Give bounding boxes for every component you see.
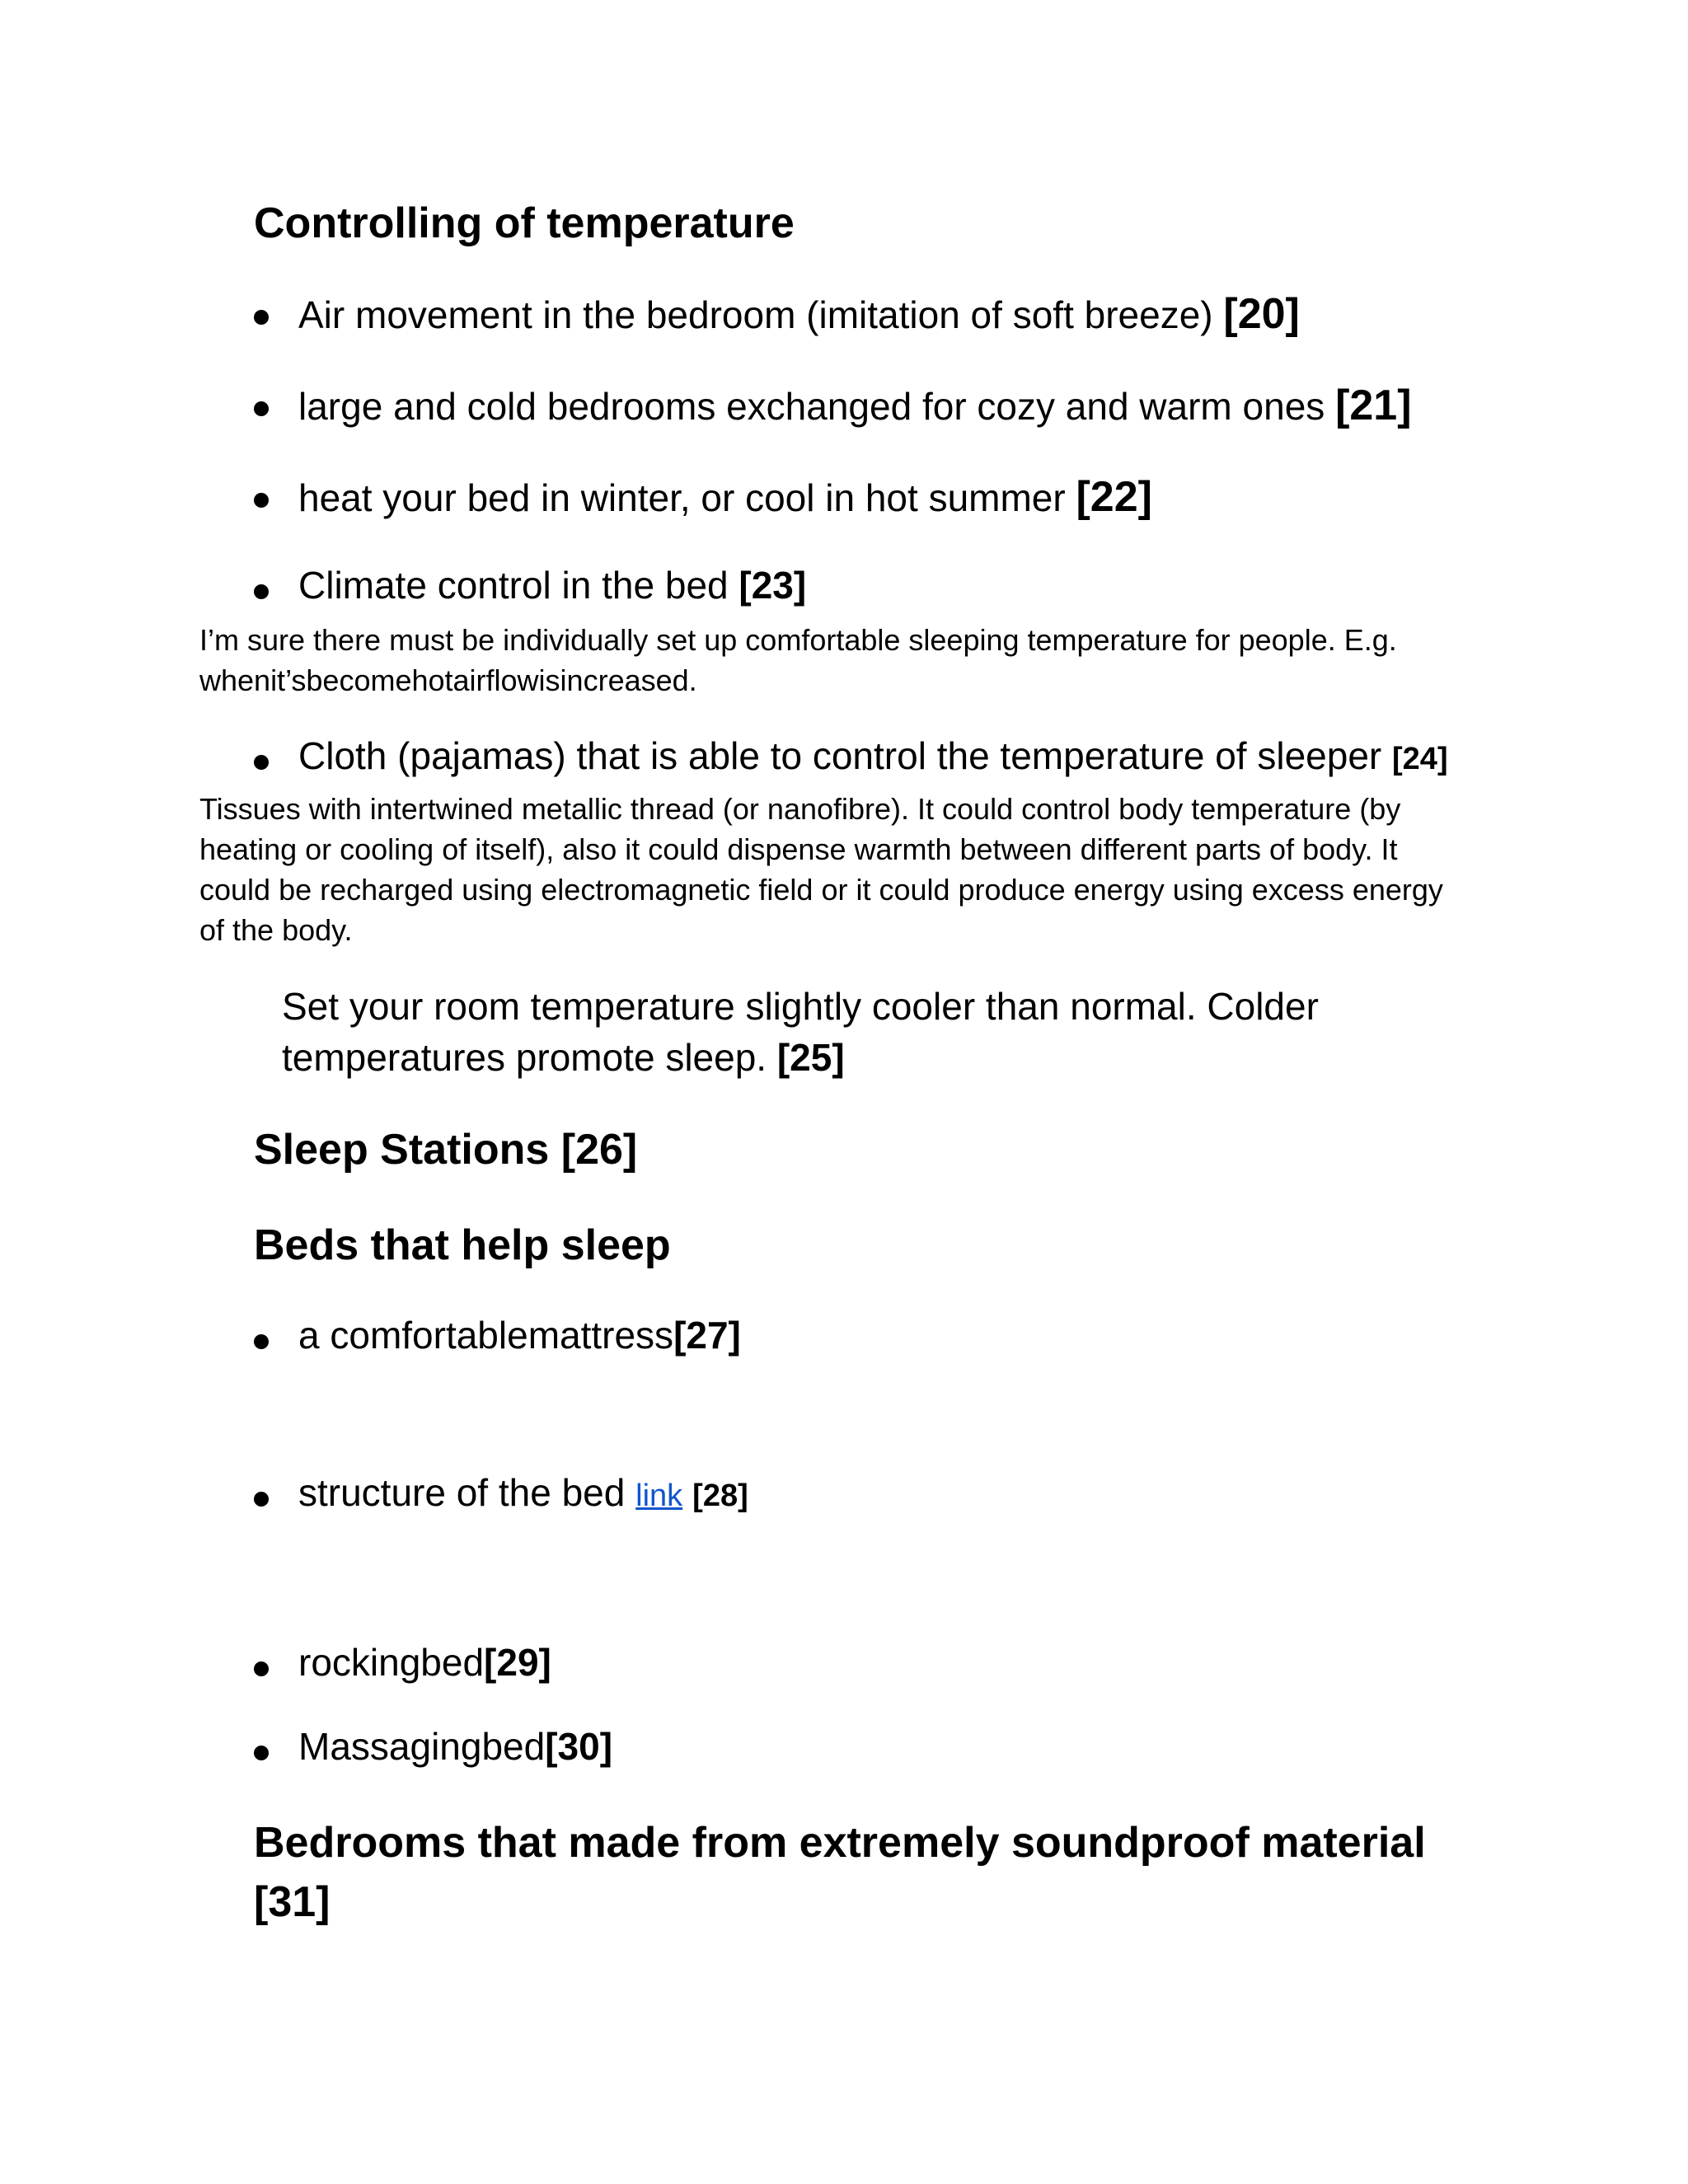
note-line: Tissues with intertwined metallic thread (or nanofibre). It could control body temperature (by [199,792,1401,826]
reference-marker: [27] [673,1314,741,1357]
list-item-text: Massagingbed [298,1725,546,1768]
heading-line: Bedrooms that made from extremely soundproof material [254,1819,1426,1867]
list-item [254,288,1300,340]
note-paragraph [199,789,1683,950]
list-item-text: rockingbed [298,1641,485,1684]
bullet-icon [254,310,269,325]
list-item [254,1470,748,1516]
list-item-text: Cloth (pajamas) that is able to control the temperature of sleeper [298,734,1393,777]
note-line: heating or cooling of itself), also it could dispense warmth between different parts of body. It [199,832,1398,866]
section-heading-beds: Beds that help sleep [254,1221,671,1269]
reference-marker: [20] [1223,290,1300,338]
note-line: I’m sure there must be individually set up comfortable sleeping temperature for people. E.g. [199,623,1397,657]
section-heading-sleep-stations: Sleep Stations [26] [254,1126,638,1174]
list-item [254,563,806,608]
reference-marker: [23] [738,564,807,607]
section-heading-soundproof [254,1813,1426,1932]
reference-marker: [21] [1335,382,1412,429]
bullet-icon [254,401,269,416]
list-item [254,1313,741,1358]
list-item [254,380,1412,431]
quote-text: temperatures promote sleep. [282,1036,777,1079]
note-paragraph [199,620,1683,701]
list-item [254,733,1448,779]
heading-line: [31] [254,1878,331,1926]
bullet-icon [254,1661,269,1676]
reference-marker: [29] [484,1641,551,1684]
note-line: could be recharged using electromagnetic field or it could produce energy using excess energy [199,873,1443,907]
list-item [254,1640,551,1685]
list-item [254,471,1152,523]
bed-structure-link[interactable]: link [635,1479,683,1513]
reference-marker: [22] [1076,473,1152,521]
quote-line: Set your room temperature slightly cooler than normal. Colder [282,985,1319,1028]
quote-line [282,1032,1319,1083]
reference-marker: [24] [1392,742,1448,776]
bullet-icon [254,1746,269,1760]
bullet-icon [254,493,269,508]
bullet-icon [254,755,269,770]
bullet-icon [254,1334,269,1349]
section-heading-temperature: Controlling of temperature [254,199,795,247]
bullet-icon [254,1492,269,1507]
list-item-text: Climate control in the bed [298,564,739,607]
reference-marker: [25] [776,1036,845,1079]
list-item-text: heat your bed in winter, or cool in hot summer [298,476,1076,519]
list-item [254,1724,612,1769]
list-item-text: structure of the bed [298,1471,636,1514]
quote-paragraph [282,981,1319,1083]
note-line: of the body. [199,913,353,947]
list-item-text: Air movement in the bedroom (imitation of soft breeze) [298,293,1224,336]
bullet-icon [254,584,269,599]
reference-marker: [28] [692,1479,748,1513]
reference-marker: [30] [545,1725,613,1768]
list-item-text: large and cold bedrooms exchanged for cozy and warm ones [298,385,1336,428]
list-item-text: a comfortablemattress [298,1314,674,1357]
note-line: whenit’sbecomehotairflowisincreased. [199,663,697,697]
